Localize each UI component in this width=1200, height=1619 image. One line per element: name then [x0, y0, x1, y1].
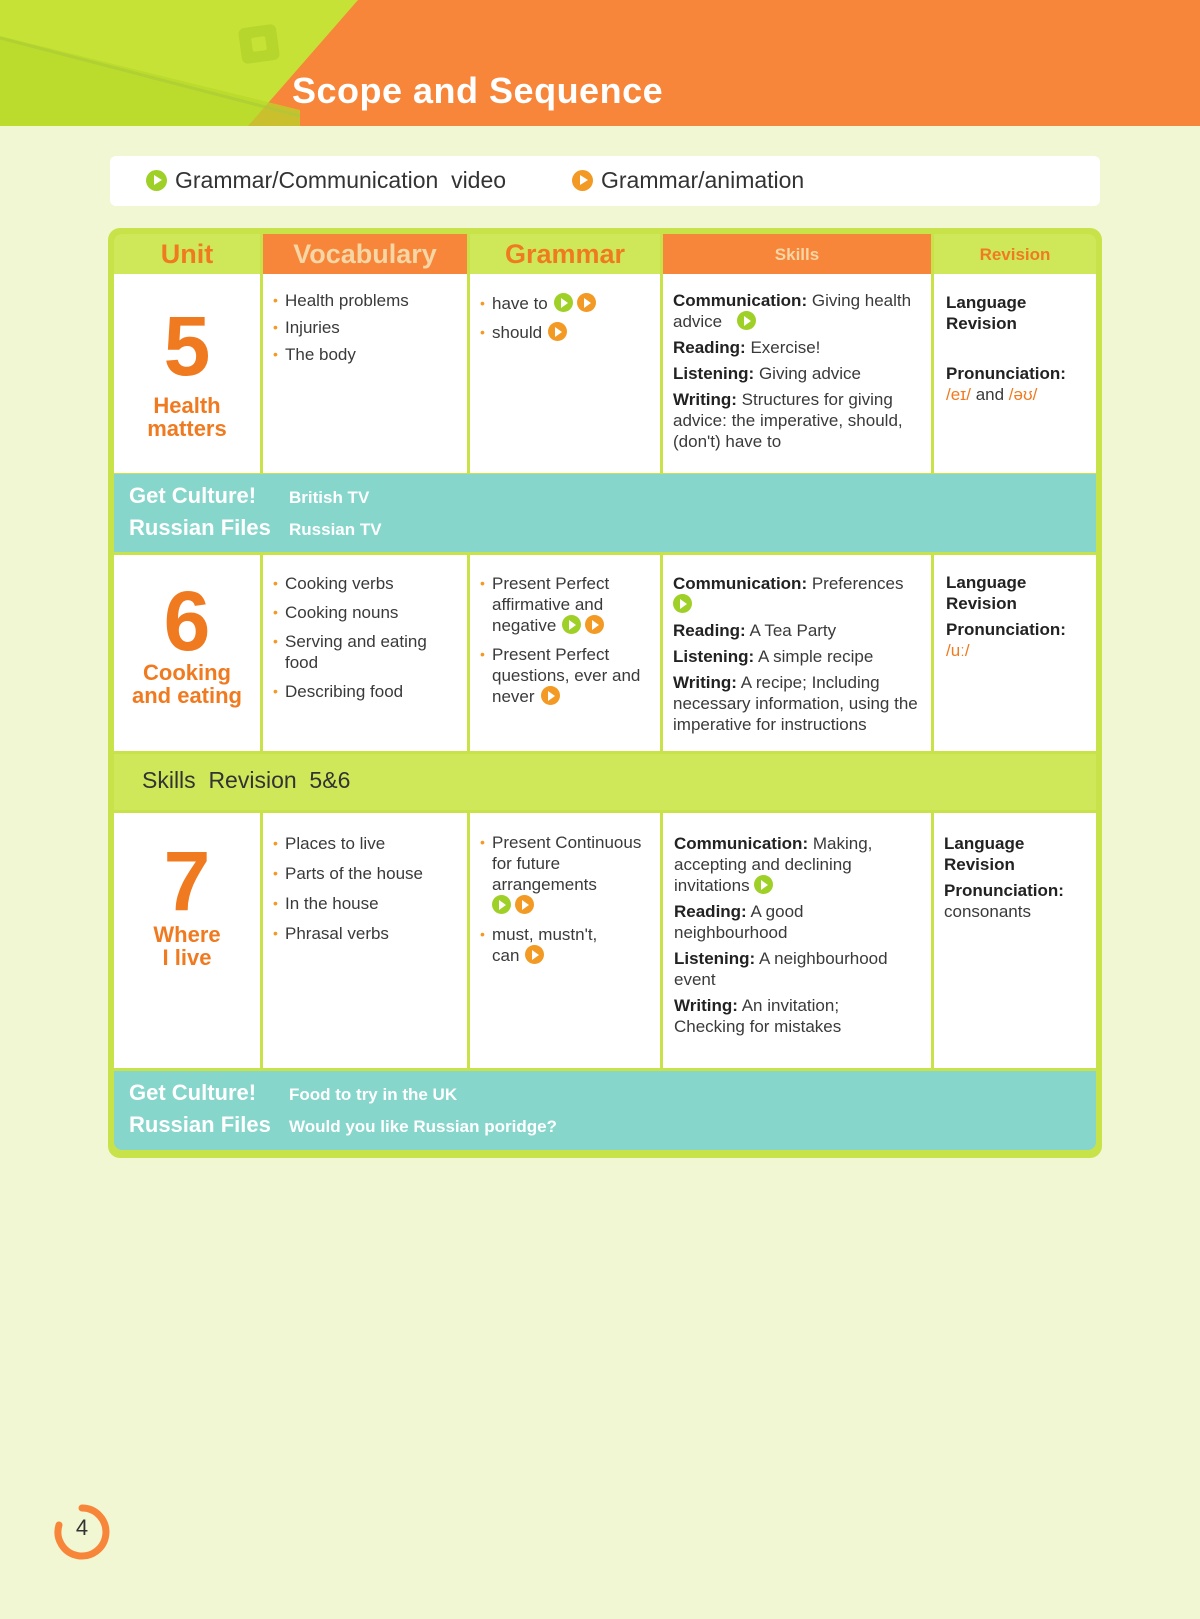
video-play-icon[interactable]: [562, 615, 581, 634]
culture-title: Get Culture!: [129, 1080, 257, 1105]
skill-writing: Writing: A recipe; Including necessary information, using the imperative for instructions: [673, 673, 918, 734]
vocab-item: • In the house: [273, 893, 459, 914]
unit-name-line2: I live: [162, 945, 212, 970]
column-header-skills: Skills: [663, 234, 931, 274]
unit-name-line2: and eating: [131, 683, 242, 708]
skills-revision-band: [114, 754, 1096, 810]
culture-band-1: [114, 474, 1096, 552]
unit-number: 5: [163, 299, 211, 393]
pronunciation-sound: /əʊ/: [1008, 385, 1038, 404]
unit-number: 7: [163, 834, 211, 928]
skill-listening: Listening: A neighbourhood event: [674, 949, 888, 989]
pronunciation-sound: /uː/: [946, 641, 970, 660]
skill-writing: Writing: An invitation; Checking for mistakes: [674, 996, 842, 1036]
culture-band-2: [114, 1071, 1096, 1150]
unit-name-line1: Where: [153, 922, 221, 947]
skill-listening: Listening: A simple recipe: [673, 647, 874, 666]
unit-7-cell: [114, 813, 260, 1068]
grammar-item: • Present Perfect affirmative and negative: [480, 573, 620, 636]
skill-listening: Listening: Giving advice: [673, 364, 862, 383]
pronunciation-label: Pronunciation:: [946, 620, 1066, 639]
legend-animation: [572, 167, 804, 194]
grammar-item: • should: [480, 322, 654, 343]
vocab-item: • Serving and eating food: [273, 631, 433, 673]
skill-writing: Writing: Structures for giving advice: the imperative, should, (don't) have to: [673, 390, 903, 451]
column-header-unit: Unit: [114, 234, 260, 274]
animation-play-icon[interactable]: [515, 895, 534, 914]
skill-communication: Communication: Preferences: [673, 573, 923, 615]
vocab-item: • The body: [273, 344, 459, 365]
grammar-item: • Present Perfect questions, ever and never: [480, 644, 650, 707]
grammar-item: • have to: [480, 293, 654, 314]
unit-6-cell: [114, 555, 260, 751]
vocab-item: • Health problems: [273, 290, 459, 311]
scope-table: [108, 228, 1102, 1158]
video-play-icon: [146, 170, 167, 191]
grammar-item: • must, mustn't, can: [480, 924, 610, 966]
video-play-icon[interactable]: [673, 594, 692, 613]
language-revision: Language Revision: [946, 293, 1027, 333]
russian-files-text: Would you like Russian poridge?: [289, 1117, 557, 1136]
pronunciation-label: Pronunciation:: [946, 364, 1066, 383]
unit-7-grammar: [470, 813, 660, 1068]
unit-5-grammar: [470, 274, 660, 473]
unit-5-vocabulary: [263, 274, 467, 473]
unit-5-cell: [114, 274, 260, 473]
unit-name-line2: matters: [147, 416, 227, 441]
animation-play-icon[interactable]: [525, 945, 544, 964]
unit-6-grammar: [470, 555, 660, 751]
unit-7-revision: [934, 813, 1096, 1068]
pronunciation-and: and: [975, 385, 1005, 404]
animation-play-icon[interactable]: [548, 322, 567, 341]
vocab-item: • Injuries: [273, 317, 459, 338]
header-banner: [0, 0, 1200, 126]
skill-reading: Reading: A good neighbourhood: [674, 902, 804, 942]
pronunciation-sound: /eɪ/: [946, 385, 971, 404]
legend-animation-label: Grammar/animation: [601, 167, 805, 193]
russian-files-title: Russian Files: [129, 515, 271, 540]
vocab-item: • Cooking verbs: [273, 573, 459, 594]
animation-play-icon[interactable]: [541, 686, 560, 705]
unit-6-vocabulary: [263, 555, 467, 751]
video-play-icon[interactable]: [492, 895, 511, 914]
page-title: Scope and Sequence: [292, 70, 664, 111]
legend-video-label: Grammar/Communication video: [175, 167, 507, 193]
culture-title: Get Culture!: [129, 483, 257, 508]
vocab-item: • Cooking nouns: [273, 602, 459, 623]
culture-text: British TV: [289, 488, 370, 507]
vocab-item: • Describing food: [273, 681, 459, 702]
unit-7-vocabulary: [263, 813, 467, 1068]
unit-5-revision: [934, 274, 1096, 473]
vocab-item: • Phrasal verbs: [273, 923, 459, 944]
animation-play-icon: [572, 170, 593, 191]
video-play-icon[interactable]: [554, 293, 573, 312]
animation-play-icon[interactable]: [585, 615, 604, 634]
skill-reading: Reading: A Tea Party: [673, 621, 837, 640]
unit-name-line1: Health: [153, 393, 221, 418]
culture-text: Food to try in the UK: [289, 1085, 458, 1104]
grammar-item: • Present Continuous for future arrangements: [480, 832, 650, 916]
page-number: 4: [75, 1515, 89, 1540]
unit-6-revision: [934, 555, 1096, 751]
unit-7-skills: [663, 813, 931, 1068]
column-header-grammar: Grammar: [470, 234, 660, 274]
skill-communication: Communication: Making, accepting and declining invitations: [674, 834, 873, 895]
skill-communication: Communication: Giving health advice: [673, 291, 912, 331]
unit-number: 6: [163, 574, 211, 668]
legend-video: [146, 167, 506, 194]
column-header-vocabulary: Vocabulary: [263, 234, 467, 274]
video-play-icon[interactable]: [737, 311, 756, 330]
pronunciation-sound: consonants: [944, 902, 1031, 921]
russian-files-text: Russian TV: [289, 520, 382, 539]
unit-name-line1: Cooking: [143, 660, 231, 685]
legend-bar: [110, 156, 1100, 206]
pronunciation-label: Pronunciation:: [944, 881, 1064, 900]
skill-reading: Reading: Exercise!: [673, 338, 821, 357]
unit-5-skills: [663, 274, 931, 473]
language-revision: Language Revision: [946, 573, 1027, 613]
column-header-revision: Revision: [934, 234, 1096, 274]
animation-play-icon[interactable]: [577, 293, 596, 312]
russian-files-title: Russian Files: [129, 1112, 271, 1137]
skills-revision-label: Skills Revision 5&6: [142, 767, 351, 793]
vocab-item: • Places to live: [273, 833, 459, 854]
video-play-icon[interactable]: [754, 875, 773, 894]
unit-6-skills: [663, 555, 931, 751]
language-revision: Language Revision: [944, 834, 1025, 874]
vocab-item: • Parts of the house: [273, 863, 459, 884]
